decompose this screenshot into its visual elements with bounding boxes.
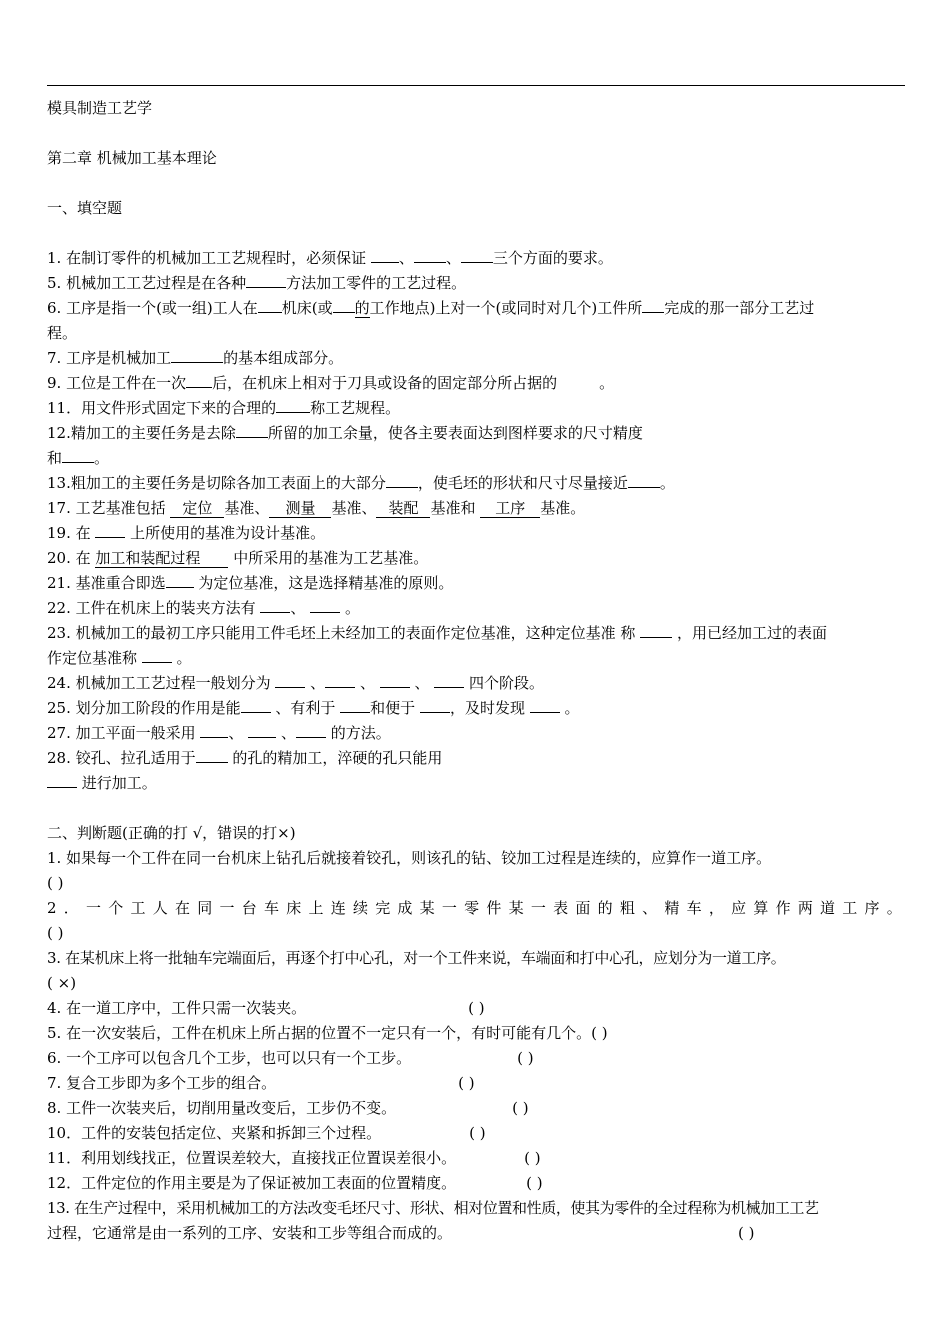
blank [325, 687, 355, 688]
answer-paren: ( ) [47, 874, 64, 892]
blank [340, 712, 370, 713]
blank [276, 412, 310, 413]
judge-question-6: 6. 一个工序可以包含几个工步，也可以只有一个工步。 ( ) [47, 1046, 905, 1071]
judge-question-13-cont: 过程，它通常是由一系列的工序、安装和工步等组合而成的。 ( ) [47, 1221, 905, 1246]
fill-question-1: 1. 在制订零件的机械加工工艺规程时，必须保证 、 、 三个方面的要求。 [47, 249, 613, 267]
answer-paren: ( ) [591, 1024, 608, 1042]
blank [642, 312, 664, 313]
underlined-answer: 装配 [376, 500, 430, 518]
blank [333, 312, 355, 313]
fill-question-28: 28. 铰孔、拉孔适用于 的孔的精加工，淬硬的孔只能用 [47, 749, 443, 767]
blank [420, 712, 450, 713]
fill-question-9: 9. 工位是工件在一次 后，在机床上相对于刀具或设备的固定部分所占据的 。 [47, 374, 615, 392]
answer-paren: ( ) [469, 1124, 486, 1142]
blank [186, 387, 212, 388]
answer-paren: ( ) [47, 924, 64, 942]
section-heading-true-false: 二、判断题(正确的打 √，错误的打×) [47, 824, 296, 842]
fill-question-12: 12.精加工的主要任务是去除 所留的加工余量，使各主要表面达到图样要求的尺寸精度 [47, 424, 643, 442]
judge-question-8: 8. 工件一次装夹后，切削用量改变后，工步仍不变。 ( ) [47, 1096, 905, 1121]
judge-question-10: 10．工件的安装包括定位、夹紧和拆卸三个过程。 ( ) [47, 1121, 905, 1146]
fill-question-17: 17. 工艺基准包括 定位 基准、 测量 基准、 装配 基准和 工序 基准。 [47, 499, 586, 517]
fill-question-22: 22. 工件在机床上的装夹方法有 、 。 [47, 599, 360, 617]
blank [196, 762, 228, 763]
judge-question-5: 5. 在一次安装后，工件在机床上所占据的位置不一定只有一个，有时可能有几个。( ) [47, 1021, 905, 1046]
chapter-heading: 第二章 机械加工基本理论 [47, 149, 217, 167]
blank [461, 262, 493, 263]
blank [258, 312, 282, 313]
answer-paren: ( ) [468, 999, 485, 1017]
fill-question-23: 23. 机械加工的最初工序只能用工件毛坯上未经加工的表面作定位基准，这种定位基准 称 ，用已经加工过的表面 [47, 624, 827, 642]
fill-question-21: 21. 基准重合即选 为定位基准，这是选择精基准的原则。 [47, 574, 454, 592]
fill-question-23-cont: 作定位基准称 。 [47, 649, 192, 667]
answer-paren: ( ) [738, 1224, 755, 1242]
judge-question-4: 4. 在一道工序中，工件只需一次装夹。 ( ) [47, 996, 905, 1021]
blank [166, 587, 194, 588]
judge-question-3: 3. 在某机床上将一批轴车完端面后，再逐个打中心孔，对一个工件来说，车端面和打中心孔，应划分为一道工序。 [47, 949, 786, 967]
underlined-answer: 定位 [170, 500, 224, 518]
fill-question-6: 6. 工序是指一个(或一组)工人在 机床(或 的工作地点)上对一个(或同时对几个)工件所 完成的那一部分工艺过 [47, 299, 815, 317]
blank [142, 662, 172, 663]
blank [236, 437, 268, 438]
blank [248, 737, 276, 738]
blank [414, 262, 446, 263]
judge-question-12: 12．工件定位的作用主要是为了保证被加工表面的位置精度。 ( ) [47, 1171, 905, 1196]
answer-paren: ( ) [524, 1149, 541, 1167]
blank [260, 612, 290, 613]
blank [62, 462, 94, 463]
blank [95, 537, 125, 538]
fill-question-20: 20. 在 加工和装配过程 中所采用的基准为工艺基准。 [47, 549, 429, 567]
blank [434, 687, 464, 688]
underlined-answer: 加工和装配过程 [95, 550, 228, 568]
fill-question-12-cont: 和 。 [47, 449, 110, 467]
fill-question-28-cont: 进行加工。 [47, 771, 905, 796]
blank [380, 687, 410, 688]
fill-question-7: 7. 工序是机械加工 的基本组成部分。 [47, 349, 344, 367]
fill-question-24: 24. 机械加工工艺过程一般划分为 、 、 、 四个阶段。 [47, 674, 545, 692]
top-rule [47, 85, 905, 86]
underlined-word: 的 [354, 299, 370, 317]
judge-question-1: 1. 如果每一个工件在同一台机床上钻孔后就接着铰孔，则该孔的钻、铰加工过程是连续的，应算作一道工序。 [47, 849, 772, 867]
fill-question-11: 11．用文件形式固定下来的合理的 称工艺规程。 [47, 399, 401, 417]
answer-paren: ( ) [526, 1174, 543, 1192]
judge-question-7: 7. 复合工步即为多个工步的组合。 ( ) [47, 1071, 905, 1096]
answer-paren: ( ) [512, 1099, 529, 1117]
judge-question-11: 11．利用划线找正，位置误差较大，直接找正位置误差很小。 ( ) [47, 1146, 905, 1171]
section-heading-fill-in: 一、填空题 [47, 199, 123, 217]
blank [640, 637, 672, 638]
blank [530, 712, 560, 713]
answer-paren: ( ) [517, 1049, 534, 1067]
fill-question-27: 27. 加工平面一般采用 、 、 的方法。 [47, 724, 391, 742]
blank [628, 487, 660, 488]
answer-paren: ( ) [458, 1074, 475, 1092]
judge-question-13: 13. 在生产过程中，采用机械加工的方法改变毛坯尺寸、形状、相对位置和性质，使其为零件的全过程称为机械加工工艺 [47, 1199, 819, 1217]
blank [171, 362, 223, 363]
blank [275, 687, 305, 688]
blank [386, 487, 418, 488]
blank [310, 612, 340, 613]
underlined-answer: 测量 [269, 500, 331, 518]
blank [296, 737, 326, 738]
underlined-answer: 工序 [480, 500, 540, 518]
fill-question-13: 13.粗加工的主要任务是切除各加工表面上的大部分 ，使毛坯的形状和尺寸尽量接近 。 [47, 474, 675, 492]
blank [200, 737, 228, 738]
blank [47, 787, 77, 788]
blank [371, 262, 399, 263]
document-body [47, 96, 905, 1246]
fill-question-19: 19. 在 上所使用的基准为设计基准。 [47, 524, 326, 542]
document-title: 模具制造工艺学 [47, 99, 153, 117]
blank [241, 712, 271, 713]
fill-question-6-cont: 程。 [47, 324, 78, 342]
blank [246, 287, 286, 288]
judge-question-2: 2．一个工人在同一台车床上连续完成某一零件某一表面的粗、精车，应算作两道工序。 [47, 899, 905, 917]
answer-paren: ( ×) [47, 974, 77, 992]
fill-question-5: 5. 机械加工工艺过程是在各种 方法加工零件的工艺过程。 [47, 274, 467, 292]
fill-question-25: 25. 划分加工阶段的作用是能 、有利于 和便于 ，及时发现 。 [47, 699, 580, 717]
